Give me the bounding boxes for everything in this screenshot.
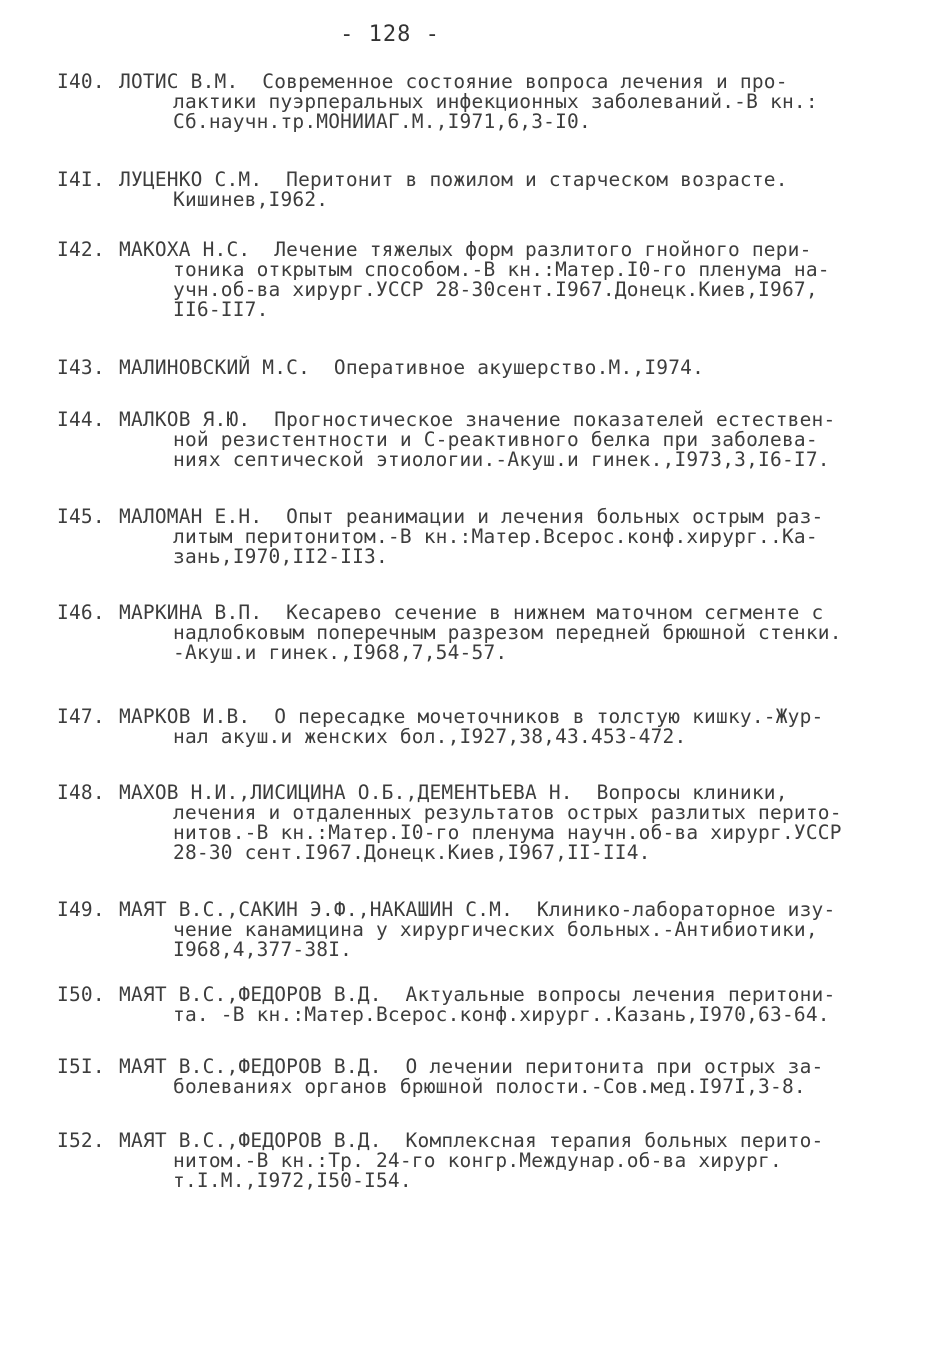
entry-line bbox=[57, 783, 917, 803]
bibliography-entry bbox=[57, 603, 917, 663]
entry-number: I47. bbox=[57, 705, 105, 728]
entry-line: лечения и отдаленных результатов острых разлитых перито- bbox=[173, 801, 842, 824]
entry-text: ЛОТИС В.М. Современное состояние вопроса лечения и про- bbox=[119, 70, 788, 93]
entry-line: -Акуш.и гинек.,I968,7,54-57. bbox=[173, 641, 508, 664]
entry-text: МАЛОМАН Е.Н. Опыт реанимации и лечения больных острым раз- bbox=[119, 505, 824, 528]
entry-line: ной резистентности и С-реактивного белка при заболева- bbox=[173, 428, 818, 451]
entry-number: I42. bbox=[57, 238, 105, 261]
bibliography-entry bbox=[57, 900, 917, 960]
entry-number: I46. bbox=[57, 601, 105, 624]
entry-line: учн.об-ва хирург.УССР 28-30сент.I967.Донецк.Киев,I967, bbox=[173, 278, 818, 301]
bibliography-entry bbox=[57, 707, 917, 747]
entry-line bbox=[57, 507, 917, 527]
entry-number: I40. bbox=[57, 70, 105, 93]
entry-text: МАЯТ В.С.,ФЕДОРОВ В.Д. Актуальные вопросы лечения перитони- bbox=[119, 983, 836, 1006]
entry-line: нал акуш.и женских бол.,I927,38,43.453-472. bbox=[173, 725, 687, 748]
entry-line bbox=[57, 1131, 917, 1151]
entry-text: МАЯТ В.С.,ФЕДОРОВ В.Д. О лечении перитонита при острых за- bbox=[119, 1055, 824, 1078]
entry-number: I4I. bbox=[57, 168, 105, 191]
entry-line: I968,4,377-38I. bbox=[173, 938, 353, 961]
entry-line: лактики пуэрперальных инфекционных заболеваний.-В кн.: bbox=[173, 90, 818, 113]
entry-number: I49. bbox=[57, 898, 105, 921]
entry-line: II6-II7. bbox=[173, 298, 269, 321]
bibliography-entry bbox=[57, 507, 917, 567]
entry-number: I45. bbox=[57, 505, 105, 528]
entry-line bbox=[57, 170, 917, 190]
entry-line bbox=[57, 240, 917, 260]
entry-text: МАРКОВ И.В. О пересадке мочеточников в толстую кишку.-Жур- bbox=[119, 705, 824, 728]
entry-text: МАРКИНА В.П. Кесарево сечение в нижнем маточном сегменте с bbox=[119, 601, 824, 624]
entry-text: МАЯТ В.С.,САКИН Э.Ф.,НАКАШИН С.М. Клинико-лабораторное изу- bbox=[119, 898, 836, 921]
entry-line: литым перитонитом.-В кн.:Матер.Всерос.конф.хирург..Ка- bbox=[173, 525, 818, 548]
entry-number: I52. bbox=[57, 1129, 105, 1152]
entry-line bbox=[57, 1057, 917, 1077]
bibliography-entry bbox=[57, 72, 917, 132]
entry-line: тоника открытым способом.-В кн.:Матер.I0-го пленума на- bbox=[173, 258, 830, 281]
page-number: - 128 - bbox=[340, 22, 440, 47]
entry-number: I48. bbox=[57, 781, 105, 804]
entry-line bbox=[57, 900, 917, 920]
entry-line: нитом.-В кн.:Тр. 24-го конгр.Междунар.об-ва хирург. bbox=[173, 1149, 782, 1172]
entry-number: I50. bbox=[57, 983, 105, 1006]
entry-line: болеваниях органов брюшной полости.-Сов.мед.I97I,3-8. bbox=[173, 1075, 806, 1098]
entry-line: надлобковым поперечным разрезом передней брюшной стенки. bbox=[173, 621, 842, 644]
entry-text: МАХОВ Н.И.,ЛИСИЦИНА О.Б.,ДЕМЕНТЬЕВА Н. Вопросы клиники, bbox=[119, 781, 788, 804]
entry-line bbox=[57, 410, 917, 430]
bibliography-entry bbox=[57, 358, 917, 378]
bibliography-entry bbox=[57, 410, 917, 470]
bibliography-entry bbox=[57, 170, 917, 210]
bibliography-entry bbox=[57, 1131, 917, 1191]
entry-line: та. -В кн.:Матер.Всерос.конф.хирург..Казань,I970,63-64. bbox=[173, 1003, 830, 1026]
entry-number: I44. bbox=[57, 408, 105, 431]
entry-line bbox=[57, 358, 917, 378]
bibliography-entry bbox=[57, 1057, 917, 1097]
entry-line bbox=[57, 72, 917, 92]
entry-line bbox=[57, 985, 917, 1005]
entry-line: Кишинев,I962. bbox=[173, 188, 329, 211]
entry-line bbox=[57, 603, 917, 623]
entry-text: ЛУЦЕНКО С.М. Перитонит в пожилом и старческом возрасте. bbox=[119, 168, 788, 191]
entry-line: т.I.М.,I972,I50-I54. bbox=[173, 1169, 412, 1192]
entry-line: зань,I970,II2-II3. bbox=[173, 545, 388, 568]
entry-number: I43. bbox=[57, 356, 105, 379]
bibliography-entry bbox=[57, 783, 917, 863]
entry-text: МАЛКОВ Я.Ю. Прогностическое значение показателей естествен- bbox=[119, 408, 836, 431]
entry-text: МАКОХА Н.С. Лечение тяжелых форм разлитого гнойного пери- bbox=[119, 238, 812, 261]
entry-number: I5I. bbox=[57, 1055, 105, 1078]
entry-line bbox=[57, 707, 917, 727]
entry-line: ниях септической этиологии.-Акуш.и гинек.,I973,3,I6-I7. bbox=[173, 448, 830, 471]
bibliography-entry bbox=[57, 240, 917, 320]
entry-line: 28-30 сент.I967.Донецк.Киев,I967,II-II4. bbox=[173, 841, 651, 864]
entry-line: чение канамицина у хирургических больных.-Антибиотики, bbox=[173, 918, 818, 941]
entry-text: МАЯТ В.С.,ФЕДОРОВ В.Д. Комплексная терапия больных перито- bbox=[119, 1129, 824, 1152]
bibliography-entry bbox=[57, 985, 917, 1025]
entry-text: МАЛИНОВСКИЙ М.С. Оперативное акушерство.М.,I974. bbox=[119, 356, 705, 379]
entry-line: Сб.научн.тр.МОНИИАГ.М.,I971,6,3-I0. bbox=[173, 110, 591, 133]
entry-line: нитов.-В кн.:Матер.I0-го пленума научн.об-ва хирург.УССР bbox=[173, 821, 842, 844]
